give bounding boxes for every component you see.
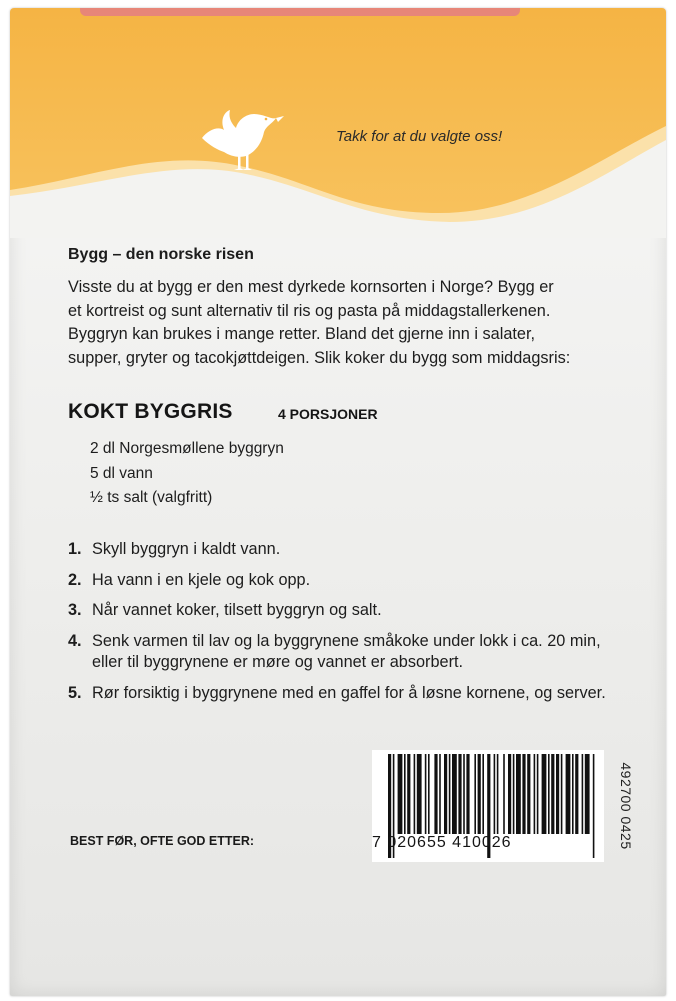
intro-title: Bygg – den norske risen (68, 246, 254, 263)
barcode-bar (482, 754, 484, 834)
recipe-step (68, 570, 628, 592)
barcode-bar (542, 754, 547, 834)
barcode-bar (494, 754, 496, 834)
barcode-bar (551, 754, 554, 834)
barcode-bar (428, 754, 430, 834)
step-number: 4. (68, 631, 82, 650)
recipe-step (68, 631, 628, 674)
ingredient-item: ½ ts salt (valgfritt) (90, 489, 213, 506)
step-text: Skyll byggryn i kaldt vann. (92, 540, 281, 558)
intro-body (68, 276, 628, 370)
recipe-title: KOKT BYGGRIS (68, 400, 233, 423)
step-text: Rør forsiktig i byggrynene med en gaffel for å løsne kornene, og server. (92, 683, 606, 702)
product-bag (10, 8, 666, 996)
tagline: Takk for at du valgte oss! (336, 128, 503, 145)
barcode-bar (566, 754, 571, 834)
barcode-bar (478, 754, 481, 834)
step-text: Når vannet koker, tilsett byggryn og salt. (92, 601, 382, 619)
recipe-portions: 4 PORSJONER (278, 406, 378, 422)
barcode-bar (582, 754, 584, 834)
barcode-bar (398, 754, 403, 834)
barcode-bar (434, 754, 437, 834)
bird-icon (194, 108, 286, 176)
barcode-bar (556, 754, 559, 834)
barcode-bar (463, 754, 465, 834)
barcode-bar (444, 754, 447, 834)
barcode-bar (522, 754, 525, 834)
barcode-bar (575, 754, 578, 834)
barcode-bar (527, 754, 530, 834)
barcode-bar (449, 754, 451, 834)
barcode-bar (513, 754, 515, 834)
barcode-bar (537, 754, 539, 834)
step-list (68, 539, 628, 713)
barcode-bar (508, 754, 511, 834)
barcode-bar (534, 754, 536, 834)
ingredient-list (90, 437, 284, 511)
barcode-bar (439, 754, 441, 834)
barcode-bar (585, 754, 590, 834)
intro-line: et kortreist og sunt alternativ til ris og pasta på middagstallerkenen. (68, 301, 551, 320)
barcode-bar (572, 754, 574, 834)
barcode-bar (516, 754, 521, 834)
barcode-bar (503, 754, 505, 834)
barcode-bar (466, 754, 469, 834)
step-number: 2. (68, 570, 82, 589)
step-text: Senk varmen til lav og la byggrynene småkoke under lokk i ca. 20 min, eller til byggrynene er møre og vannet er absorbert. (92, 631, 601, 671)
best-before-label: BEST FØR, OFTE GOD ETTER: (70, 834, 255, 848)
barcode-digits: 7 020655 410026 (372, 834, 512, 851)
side-code-text: 492700 0425 (618, 762, 634, 850)
intro-line: Byggryn kan brukes i mange retter. Bland det gjerne inn i salater, (68, 325, 535, 343)
barcode-bar (548, 754, 550, 834)
barcode-bar (452, 754, 457, 834)
top-strip (80, 8, 520, 16)
step-text: Ha vann i en kjele og kok opp. (92, 570, 311, 589)
barcode-bar (417, 754, 422, 834)
header-wave-band (10, 8, 666, 238)
recipe-step (68, 600, 628, 622)
recipe-step (68, 683, 628, 705)
ingredient-item: 2 dl Norgesmøllene byggryn (90, 440, 284, 457)
barcode-bar (497, 754, 499, 834)
barcode-bar (474, 754, 476, 834)
side-code (616, 756, 636, 856)
barcode-bar (425, 754, 427, 834)
intro-line: Visste du at bygg er den mest dyrkede kornsorten i Norge? Bygg er (68, 278, 554, 296)
barcode-bar (414, 754, 416, 834)
barcode-bar (561, 754, 563, 834)
step-number: 3. (68, 601, 82, 619)
intro-line: supper, gryter og tacokjøttdeigen. Slik koker du bygg som middagsris: (68, 348, 571, 367)
barcode-bar (404, 754, 406, 834)
barcode-bar (407, 754, 410, 834)
step-number: 1. (68, 540, 82, 558)
ingredient-item: 5 dl vann (90, 464, 153, 482)
barcode-bar (458, 754, 461, 834)
step-number: 5. (68, 683, 82, 702)
recipe-step (68, 539, 628, 561)
